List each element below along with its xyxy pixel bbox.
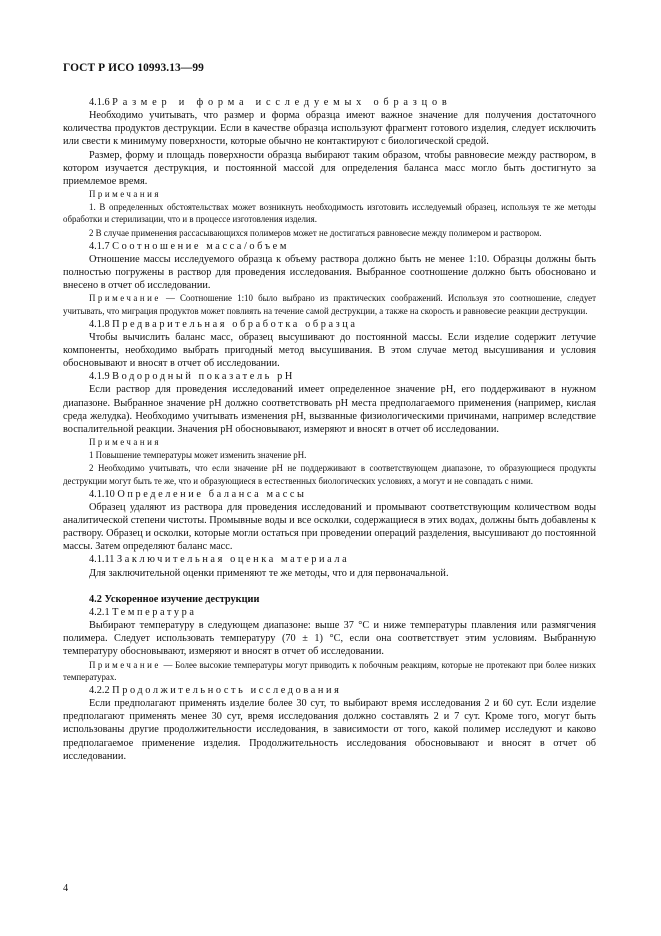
notes-label: Примечания — [89, 437, 161, 448]
note-item: 2 Необходимо учитывать, что если значение рН не поддерживают в соответствующем диапазоне, то образующиеся продукты деструкции могут быть те же, что и образующиеся в естественных биологических условиях, а могут и не совпадать с ними. — [63, 463, 596, 486]
paragraph: Чтобы вычислить баланс масс, образец высушивают до постоянной массы. Если изделие содержит летучие компоненты, необходимо выбрать пригодный метод высушивания. В этом случае метод высушивания и условия обосновывают и вносят в отчет об исследовании. — [63, 331, 596, 370]
section-heading-4-1-9: 4.1.9 Водородный показатель pH — [89, 371, 295, 383]
note-item: 1. В определенных обстоятельствах может возникнуть необходимость изготовить исследуемый образец, используя те же методы обработки и стерилизации, что и в процессе изготовления изделия. — [63, 202, 596, 225]
document-header: ГОСТ Р ИСО 10993.13—99 — [63, 62, 204, 74]
note-inline: Примечание — Более высокие температуры могут приводить к побочным реакциям, которые не протекают при более низких температурах. — [63, 659, 596, 682]
paragraph: Если предполагают применять изделие более 30 сут, то выбирают время исследования 2 и 60 сут. Если изделие предполагают применять менее 30 сут, время исследования должно составлять 2 и 7 сут. Кроме того, могут быть использованы другие продолжительности исследования, в зависимости от того, какой полимер исследуют и каково предполагаемое применение изделия. Продолжительность исследования обосновывают и вносят в отчет об исследовании. — [63, 698, 596, 762]
section-heading-4-1-8: 4.1.8 Предварительная обработка образца — [89, 318, 358, 330]
section-heading-4-1-6: 4.1.6 Размер и форма исследуемых образцов — [89, 97, 452, 108]
section-title-4-2: 4.2 Ускоренное изучение деструкции — [89, 593, 260, 605]
section-heading-4-2-2: 4.2.2 Продолжительность исследования — [89, 684, 342, 696]
page-number: 4 — [63, 883, 69, 894]
section-heading-4-1-7: 4.1.7 Соотношение массa/объем — [89, 240, 289, 252]
section-heading-4-2-1: 4.2.1 Температура — [89, 606, 197, 618]
notes-label: Примечания — [89, 189, 161, 200]
note-item: 1 Повышение температуры может изменить значение рН. — [89, 450, 307, 461]
paragraph: Выбирают температуру в следующем диапазоне: выше 37 °С и ниже температуры плавления или размягчения полимера. Следует использовать температуру (70 ± 1) °С, если она соответствует этим условиям. Выбранную температуру обосновывают, измеряют и вносят в отчет об исследовании. — [63, 620, 596, 658]
section-heading-4-1-11: 4.1.11 Заключительная оценка материала — [89, 554, 350, 566]
paragraph: Размер, форму и площадь поверхности образца выбирают таким образом, чтобы равновесие между раствором, в котором изучается деструкция, и постоянной массой для определения баланса масс могло быть достигнуто за приемлемое время. — [63, 149, 596, 187]
paragraph: Необходимо учитывать, что размер и форма образца имеют важное значение для получения достаточного количества продуктов деструкции. Если в качестве образца используют фрагмент готового изделия, следует исключить или свести к минимуму поверхности, которые обычно не контактируют с биологической средой. — [63, 110, 596, 148]
paragraph: Для заключительной оценки применяют те же методы, что и для первоначальной. — [89, 567, 449, 579]
section-heading-4-1-10: 4.1.10 Определение баланса массы — [89, 488, 307, 500]
paragraph: Отношение массы исследуемого образца к объему раствора должно быть не менее 1:10. Образцы должны быть полностью погружены в раствор для проведения исследования. Выбранное соотношение должно быть обосновано и внесено в отчет об исследовании. — [63, 253, 596, 292]
paragraph: Образец удаляют из раствора для проведения исследований и промывают соответствующим количеством воды аналитической степени чистоты. Промывные воды и все осколки, содержащиеся в этих водах, должны быть добавлены к раствору. Образец и осколки, которые могли остаться при проведении операций разделения, высушивают до постоянной массы. Затем определяют баланс масс. — [63, 501, 596, 553]
note-item: 2 В случае применения рассасывающихся полимеров может не достигаться равновесие между полимером и раствором. — [89, 227, 542, 238]
note-inline: Примечание — Соотношение 1:10 было выбрано из практических соображений. Используя это соотношение, следует учитывать, что миграция продуктов может повлиять на течение самой деструкции, а также на скорость и равновесие реакции деструкции. — [63, 293, 596, 316]
document-body — [63, 96, 596, 763]
paragraph: Если раствор для проведения исследований имеет определенное значение рН, его поддерживают в нужном диапазоне. Выбранное значение рН должно соответствовать рН места предполагаемого применения (например, кислая среда желудка). Необходимо учитывать изменения рН, вызванные физиологическими причинами, например вследствие воспалительной реакции. Значения рН обосновывают, измеряют и вносят в отчет об исследовании. — [63, 384, 596, 435]
